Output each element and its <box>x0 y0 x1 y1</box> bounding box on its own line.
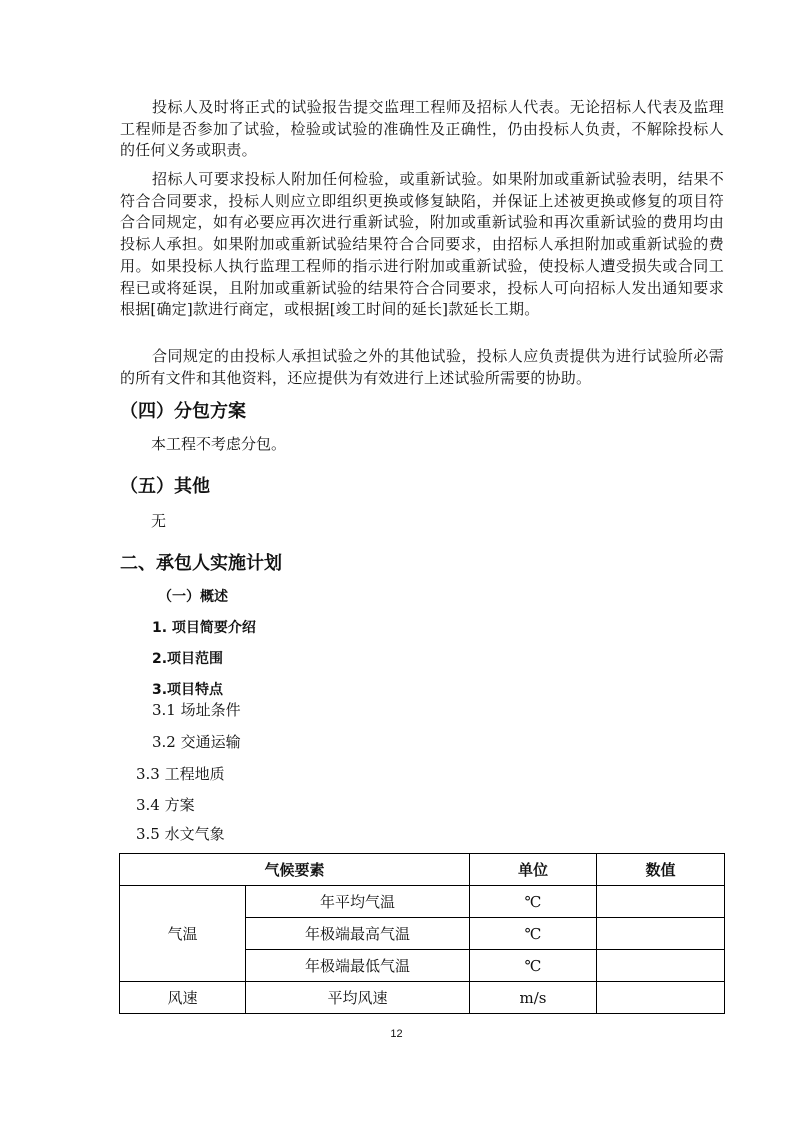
table-header-row <box>120 854 725 886</box>
row-unit: ℃ <box>470 918 597 950</box>
heading-project-intro: 1. 项目简要介绍 <box>152 620 256 636</box>
climate-table <box>119 853 725 1014</box>
paragraph-test-report: 投标人及时将正式的试验报告提交监理工程师及招标人代表。无论招标人代表及监理工程师是否参加了试验，检验或试验的准确性及正确性，仍由投标人负责，不解除投标人的任何义务或职责。 <box>120 98 724 160</box>
heading-subcontract-plan: （四）分包方案 <box>120 401 246 422</box>
heading-overview: （一）概述 <box>158 589 228 605</box>
row-unit: ℃ <box>470 886 597 918</box>
row-item: 年极端最高气温 <box>246 918 470 950</box>
row-value <box>597 918 725 950</box>
row-value <box>597 950 725 982</box>
engineering-geology: 3.3 工程地质 <box>136 765 225 783</box>
row-value <box>597 982 725 1014</box>
heading-contractor-plan: 二、承包人实施计划 <box>120 553 282 574</box>
row-item: 平均风速 <box>246 982 470 1014</box>
row-item: 年平均气温 <box>246 886 470 918</box>
transportation: 3.2 交通运输 <box>152 733 241 751</box>
other-text: 无 <box>151 512 167 530</box>
plan: 3.4 方案 <box>136 796 195 814</box>
header-unit: 单位 <box>470 854 597 886</box>
heading-other: （五）其他 <box>120 476 210 497</box>
heading-project-scope: 2.项目范围 <box>152 651 224 667</box>
group-wind-speed: 风速 <box>120 982 246 1014</box>
header-value: 数值 <box>597 854 725 886</box>
heading-project-features: 3.项目特点 <box>152 682 224 698</box>
group-temperature: 气温 <box>120 886 246 982</box>
page-number: 12 <box>390 1028 403 1040</box>
paragraph-other-tests: 合同规定的由投标人承担试验之外的其他试验，投标人应负责提供为进行试验所必需的所有文件和其他资料，还应提供为有效进行上述试验所需要的协助。 <box>120 347 724 387</box>
site-conditions: 3.1 场址条件 <box>152 701 241 719</box>
subcontract-text: 本工程不考虑分包。 <box>151 435 287 453</box>
row-item: 年极端最低气温 <box>246 950 470 982</box>
hydrology-meteorology: 3.5 水文气象 <box>136 825 225 843</box>
row-unit: ℃ <box>470 950 597 982</box>
header-climate-element: 气候要素 <box>120 854 470 886</box>
table-row <box>120 886 725 918</box>
table-row <box>120 982 725 1014</box>
row-unit: m/s <box>470 982 597 1014</box>
row-value <box>597 886 725 918</box>
paragraph-retest: 招标人可要求投标人附加任何检验，或重新试验。如果附加或重新试验表明，结果不符合合同要求，投标人则应立即组织更换或修复缺陷，并保证上述被更换或修复的项目符合合同规定，如有必要应再次进行重新试验，附加或重新试验和再次重新试验的费用均由投标人承担。如果附加或重新试验结果符合合同要求，由招标人承担附加或重新试验的费用。如果投标人执行监理工程师的指示进行附加或重新试验，使投标人遭受损失或合同工程已或将延误，且附加或重新试验的结果符合合同要求，投标人可向招标人发出通知要求根据[确定]款进行商定，或根据[竣工时间的延长]款延长工期。 <box>120 170 724 319</box>
